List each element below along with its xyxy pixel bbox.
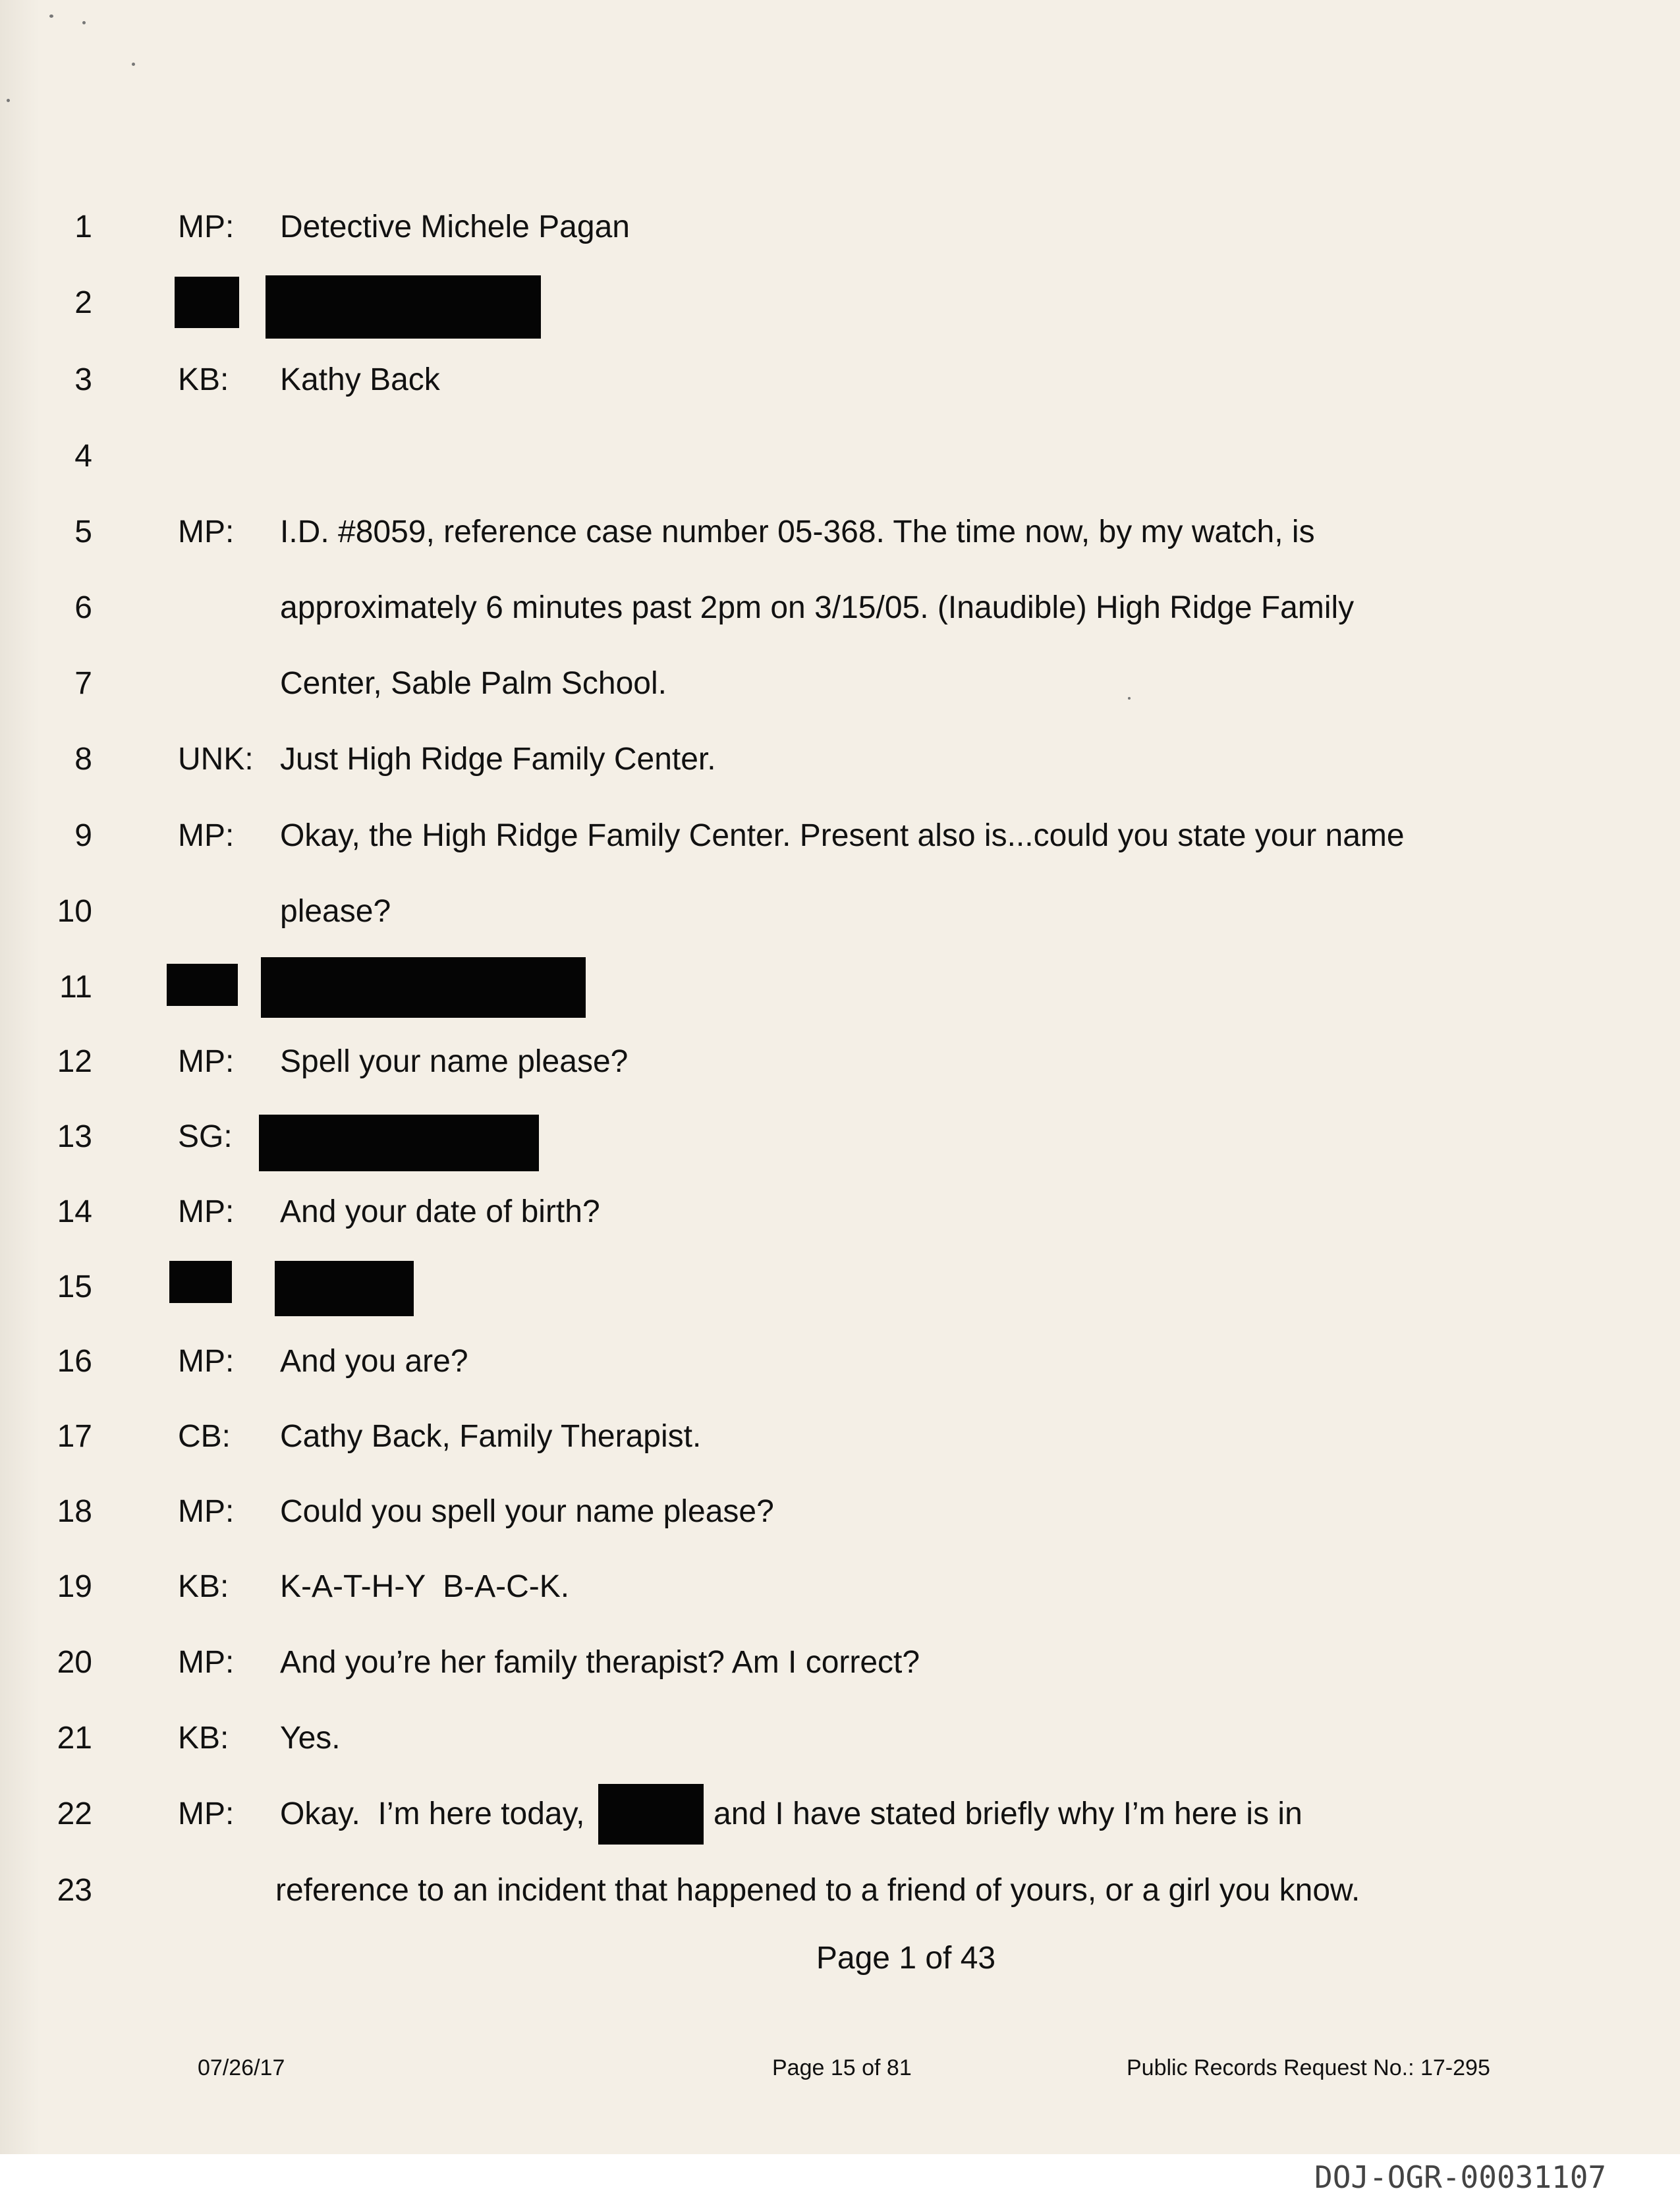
line-number: 20: [57, 1645, 92, 1680]
transcript-line: [0, 582, 1680, 634]
transcript-line: [0, 1410, 1680, 1463]
speaker-label: MP:: [178, 1645, 235, 1680]
line-text: Center, Sable Palm School.: [280, 666, 667, 701]
speaker-label: MP:: [178, 209, 235, 244]
transcript-line: [0, 277, 1680, 329]
line-text: Okay, the High Ridge Family Center. Present also is...could you state your name: [280, 818, 1405, 853]
transcript-line: [0, 657, 1680, 710]
transcript-line: [0, 201, 1680, 254]
speaker-label: KB:: [178, 1721, 229, 1756]
line-number: 9: [74, 818, 92, 853]
line-number: 17: [57, 1419, 92, 1454]
line-number: 21: [57, 1721, 92, 1756]
line-text: Detective Michele Pagan: [280, 209, 630, 244]
line-number: 23: [57, 1873, 92, 1908]
line-number: 2: [74, 285, 92, 320]
line-number: 13: [57, 1119, 92, 1154]
transcript-line: [0, 1261, 1680, 1314]
redaction-bar: [167, 964, 238, 1006]
transcript-line: [0, 1788, 1680, 1841]
line-text: K-A-T-H-Y B-A-C-K.: [280, 1569, 570, 1604]
redaction-bar: [175, 277, 239, 328]
line-number: 1: [74, 209, 92, 244]
footer-request-number: Public Records Request No.: 17-295: [1127, 2055, 1490, 2080]
line-number: 10: [57, 894, 92, 929]
transcript-line: [0, 733, 1680, 786]
line-number: 22: [57, 1796, 92, 1831]
transcript-line: [0, 1036, 1680, 1088]
line-number: 16: [57, 1344, 92, 1379]
line-number: 15: [57, 1269, 92, 1304]
bates-number: DOJ-OGR-00031107: [1314, 2159, 1607, 2195]
speaker-label: MP:: [178, 1194, 235, 1229]
redaction-bar: [169, 1261, 232, 1303]
line-text: please?: [280, 894, 391, 929]
line-text: Could you spell your name please?: [280, 1494, 774, 1529]
transcript-line: [0, 430, 1680, 483]
transcript-line: [0, 1636, 1680, 1689]
scan-speck: [82, 21, 86, 24]
line-text: Just High Ridge Family Center.: [280, 742, 716, 777]
line-number: 4: [74, 439, 92, 474]
redaction-bar: [266, 275, 541, 339]
redaction-bar: [259, 1115, 539, 1171]
transcript-line: [0, 885, 1680, 938]
line-text: I.D. #8059, reference case number 05-368. The time now, by my watch, is: [280, 514, 1315, 549]
speaker-label: MP:: [178, 514, 235, 549]
line-text: And you are?: [280, 1344, 468, 1379]
line-number: 7: [74, 666, 92, 701]
transcript-line: [0, 1712, 1680, 1765]
line-text: Kathy Back: [280, 362, 440, 397]
transcript-line: [0, 1111, 1680, 1163]
speaker-label: MP:: [178, 1044, 235, 1079]
line-number: 14: [57, 1194, 92, 1229]
transcript-line: [0, 810, 1680, 862]
line-text: Yes.: [280, 1721, 341, 1756]
speaker-label: MP:: [178, 1494, 235, 1529]
speaker-label: KB:: [178, 362, 229, 397]
speaker-label: MP:: [178, 1344, 235, 1379]
line-text: Spell your name please?: [280, 1044, 629, 1079]
transcript-line: [0, 1186, 1680, 1238]
line-text-continued: and I have stated briefly why I’m here is in: [714, 1796, 1302, 1831]
redaction-bar: [275, 1261, 414, 1316]
redaction-bar: [261, 957, 586, 1018]
transcript-line: [0, 1335, 1680, 1388]
transcript-line: [0, 961, 1680, 1014]
speaker-label: CB:: [178, 1419, 231, 1454]
line-number: 6: [74, 590, 92, 625]
page-number: Page 1 of 43: [816, 1941, 996, 1976]
speaker-label: KB:: [178, 1569, 229, 1604]
scan-speck: [132, 63, 135, 66]
line-text: Okay. I’m here today,: [280, 1796, 585, 1831]
line-number: 12: [57, 1044, 92, 1079]
transcript-line: [0, 1561, 1680, 1613]
transcript-line: [0, 354, 1680, 406]
line-number: 5: [74, 514, 92, 549]
line-number: 11: [59, 970, 92, 1005]
transcript-line: [0, 506, 1680, 559]
line-text: And you’re her family therapist? Am I correct?: [280, 1645, 920, 1680]
speaker-label: SG:: [178, 1119, 233, 1154]
line-text: approximately 6 minutes past 2pm on 3/15/05. (Inaudible) High Ridge Family: [280, 590, 1355, 625]
speaker-label: MP:: [178, 1796, 235, 1831]
transcript-line: [0, 1864, 1680, 1917]
scan-speck: [49, 14, 53, 18]
line-number: 19: [57, 1569, 92, 1604]
line-number: 18: [57, 1494, 92, 1529]
line-number: 3: [74, 362, 92, 397]
speaker-label: UNK:: [178, 742, 254, 777]
footer-page: Page 15 of 81: [772, 2055, 912, 2080]
scan-speck: [7, 99, 10, 102]
line-text: reference to an incident that happened to a friend of yours, or a girl you know.: [275, 1873, 1360, 1908]
line-text: And your date of birth?: [280, 1194, 600, 1229]
redaction-bar: [598, 1784, 704, 1845]
line-text: Cathy Back, Family Therapist.: [280, 1419, 702, 1454]
line-number: 8: [74, 742, 92, 777]
footer-date: 07/26/17: [198, 2055, 285, 2080]
transcript-line: [0, 1486, 1680, 1538]
speaker-label: MP:: [178, 818, 235, 853]
